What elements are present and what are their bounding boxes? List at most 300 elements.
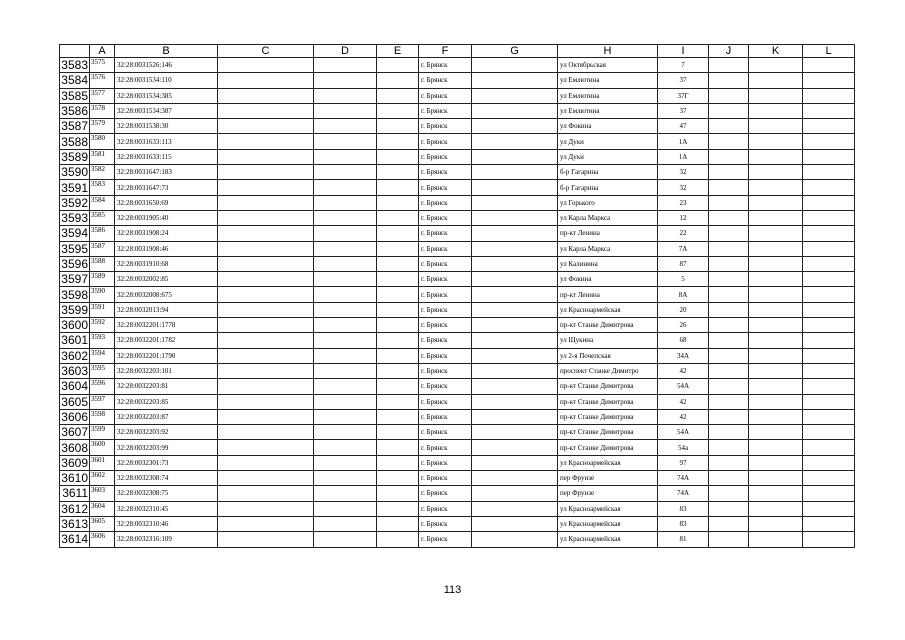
cell-c[interactable] (218, 532, 314, 547)
cell-k[interactable] (749, 532, 803, 547)
cell-j[interactable] (709, 165, 749, 180)
cell-k[interactable] (749, 256, 803, 271)
cell-b-cadastral-number[interactable]: 32:28:0031647:73 (115, 180, 218, 195)
cell-a[interactable]: 3603 (90, 486, 115, 501)
cell-j[interactable] (709, 363, 749, 378)
cell-a[interactable]: 3605 (90, 516, 115, 531)
cell-c[interactable] (218, 88, 314, 103)
cell-i-house-number[interactable]: 87 (658, 256, 709, 271)
cell-b-cadastral-number[interactable]: 32:28:0032316:109 (115, 532, 218, 547)
row-number[interactable]: 3585 (61, 88, 88, 103)
cell-k[interactable] (749, 363, 803, 378)
cell-l[interactable] (803, 210, 855, 225)
cell-g[interactable] (472, 318, 558, 333)
cell-h-street[interactable]: пр-кт Станке Димитрова (558, 425, 658, 440)
cell-j[interactable] (709, 58, 749, 73)
cell-g[interactable] (472, 425, 558, 440)
cell-i-house-number[interactable]: 68 (658, 333, 709, 348)
cell-b-cadastral-number[interactable]: 32:28:0032203:99 (115, 440, 218, 455)
column-header-f[interactable]: F (419, 45, 472, 58)
row-number[interactable]: 3606 (61, 409, 88, 424)
cell-b-cadastral-number[interactable]: 32:28:0032008:675 (115, 287, 218, 302)
cell-e[interactable] (377, 226, 419, 241)
cell-e[interactable] (377, 287, 419, 302)
cell-d[interactable] (314, 363, 377, 378)
cell-j[interactable] (709, 103, 749, 118)
cell-i-house-number[interactable]: 26 (658, 318, 709, 333)
cell-j[interactable] (709, 149, 749, 164)
column-header-c[interactable]: C (218, 45, 314, 58)
cell-k[interactable] (749, 302, 803, 317)
cell-f-city[interactable]: г. Брянск (419, 471, 472, 486)
cell-d[interactable] (314, 165, 377, 180)
cell-c[interactable] (218, 272, 314, 287)
cell-c[interactable] (218, 195, 314, 210)
cell-l[interactable] (803, 256, 855, 271)
cell-d[interactable] (314, 256, 377, 271)
cell-k[interactable] (749, 241, 803, 256)
cell-j[interactable] (709, 73, 749, 88)
cell-f-city[interactable]: г. Брянск (419, 226, 472, 241)
cell-c[interactable] (218, 165, 314, 180)
cell-a[interactable]: 3575 (90, 58, 115, 73)
cell-l[interactable] (803, 440, 855, 455)
cell-k[interactable] (749, 440, 803, 455)
cell-b-cadastral-number[interactable]: 32:28:0031650:69 (115, 195, 218, 210)
cell-i-house-number[interactable]: 81 (658, 532, 709, 547)
cell-h-street[interactable]: ул Красноармейская (558, 455, 658, 470)
cell-h-street[interactable]: пр-кт Ленина (558, 226, 658, 241)
cell-f-city[interactable]: г. Брянск (419, 210, 472, 225)
cell-l[interactable] (803, 501, 855, 516)
cell-f-city[interactable]: г. Брянск (419, 425, 472, 440)
cell-f-city[interactable]: г. Брянск (419, 272, 472, 287)
cell-h-street[interactable]: ул Красноармейская (558, 516, 658, 531)
cell-l[interactable] (803, 58, 855, 73)
cell-g[interactable] (472, 119, 558, 134)
cell-i-house-number[interactable]: 97 (658, 455, 709, 470)
cell-e[interactable] (377, 73, 419, 88)
cell-f-city[interactable]: г. Брянск (419, 440, 472, 455)
cell-g[interactable] (472, 195, 558, 210)
cell-i-house-number[interactable]: 12 (658, 210, 709, 225)
cell-b-cadastral-number[interactable]: 32:28:0031647:183 (115, 165, 218, 180)
row-number[interactable]: 3611 (60, 486, 90, 501)
cell-i-house-number[interactable]: 5 (658, 272, 709, 287)
cell-c[interactable] (218, 379, 314, 394)
row-number[interactable]: 3614 (61, 532, 88, 547)
column-header-g[interactable]: G (472, 45, 558, 58)
cell-k[interactable] (749, 425, 803, 440)
cell-a[interactable]: 3599 (90, 425, 115, 440)
cell-c[interactable] (218, 486, 314, 501)
cell-f-city[interactable]: г. Брянск (419, 302, 472, 317)
cell-g[interactable] (472, 516, 558, 531)
cell-h-street[interactable]: ул Дуки (558, 149, 658, 164)
cell-c[interactable] (218, 134, 314, 149)
cell-i-house-number[interactable]: 74А (658, 486, 709, 501)
cell-f-city[interactable]: г. Брянск (419, 516, 472, 531)
cell-b-cadastral-number[interactable]: 32:28:0031908:46 (115, 241, 218, 256)
cell-l[interactable] (803, 455, 855, 470)
cell-h-street[interactable]: ул Фокина (558, 272, 658, 287)
cell-c[interactable] (218, 226, 314, 241)
cell-h-street[interactable]: б-р Гагарина (558, 180, 658, 195)
cell-j[interactable] (709, 379, 749, 394)
cell-d[interactable] (314, 532, 377, 547)
row-number[interactable]: 3594 (61, 226, 88, 241)
cell-f-city[interactable]: г. Брянск (419, 409, 472, 424)
row-number[interactable]: 3604 (61, 379, 88, 394)
cell-k[interactable] (749, 149, 803, 164)
cell-a[interactable]: 3586 (90, 226, 115, 241)
cell-f-city[interactable]: г. Брянск (419, 165, 472, 180)
cell-b-cadastral-number[interactable]: 32:28:0032310:46 (115, 516, 218, 531)
cell-l[interactable] (803, 287, 855, 302)
cell-h-street[interactable]: ул Карла Маркса (558, 210, 658, 225)
cell-g[interactable] (472, 226, 558, 241)
cell-f-city[interactable]: г. Брянск (419, 486, 472, 501)
cell-b-cadastral-number[interactable]: 32:28:0032002:85 (115, 272, 218, 287)
cell-i-house-number[interactable]: 7 (658, 58, 709, 73)
cell-g[interactable] (472, 471, 558, 486)
row-number[interactable]: 3590 (61, 165, 88, 180)
cell-j[interactable] (709, 516, 749, 531)
cell-c[interactable] (218, 119, 314, 134)
cell-h-street[interactable]: ул Емлютина (558, 73, 658, 88)
cell-d[interactable] (314, 501, 377, 516)
cell-d[interactable] (314, 88, 377, 103)
cell-d[interactable] (314, 119, 377, 134)
column-header-l[interactable]: L (803, 45, 855, 58)
cell-e[interactable] (377, 103, 419, 118)
cell-h-street[interactable]: пр-кт Станке Димитрова (558, 409, 658, 424)
cell-a[interactable]: 3593 (90, 333, 115, 348)
row-number[interactable]: 3588 (61, 134, 88, 149)
cell-j[interactable] (709, 287, 749, 302)
cell-a[interactable]: 3587 (90, 241, 115, 256)
cell-l[interactable] (803, 195, 855, 210)
cell-g[interactable] (472, 409, 558, 424)
cell-f-city[interactable]: г. Брянск (419, 501, 472, 516)
cell-i-house-number[interactable]: 20 (658, 302, 709, 317)
cell-g[interactable] (472, 88, 558, 103)
cell-l[interactable] (803, 486, 855, 501)
cell-f-city[interactable]: г. Брянск (419, 134, 472, 149)
cell-d[interactable] (314, 302, 377, 317)
column-header-k[interactable]: K (749, 45, 803, 58)
cell-f-city[interactable]: г. Брянск (419, 379, 472, 394)
cell-h-street[interactable]: пр-кт Станке Димитрова (558, 318, 658, 333)
cell-e[interactable] (377, 58, 419, 73)
cell-j[interactable] (709, 318, 749, 333)
corner-header-cell[interactable] (60, 45, 90, 58)
cell-g[interactable] (472, 333, 558, 348)
cell-g[interactable] (472, 455, 558, 470)
row-number[interactable]: 3601 (61, 333, 88, 348)
cell-c[interactable] (218, 516, 314, 531)
cell-a[interactable]: 3606 (90, 532, 115, 547)
cell-a[interactable]: 3604 (90, 501, 115, 516)
cell-b-cadastral-number[interactable]: 32:28:0031633:115 (115, 149, 218, 164)
cell-k[interactable] (749, 180, 803, 195)
cell-g[interactable] (472, 532, 558, 547)
cell-c[interactable] (218, 501, 314, 516)
cell-i-house-number[interactable]: 83 (658, 516, 709, 531)
column-header-j[interactable]: J (709, 45, 749, 58)
row-number[interactable]: 3583 (61, 58, 88, 73)
row-number[interactable]: 3592 (61, 195, 88, 210)
cell-b-cadastral-number[interactable]: 32:28:0032203:87 (115, 409, 218, 424)
cell-b-cadastral-number[interactable]: 32:28:0032203:85 (115, 394, 218, 409)
cell-d[interactable] (314, 318, 377, 333)
cell-e[interactable] (377, 256, 419, 271)
cell-j[interactable] (709, 88, 749, 103)
cell-c[interactable] (218, 348, 314, 363)
cell-j[interactable] (709, 256, 749, 271)
cell-k[interactable] (749, 73, 803, 88)
row-number[interactable]: 3612 (61, 501, 88, 516)
cell-i-house-number[interactable]: 37 (658, 103, 709, 118)
cell-c[interactable] (218, 287, 314, 302)
cell-g[interactable] (472, 287, 558, 302)
cell-k[interactable] (749, 455, 803, 470)
cell-l[interactable] (803, 425, 855, 440)
cell-c[interactable] (218, 180, 314, 195)
row-number[interactable]: 3599 (61, 302, 88, 317)
cell-d[interactable] (314, 149, 377, 164)
cell-i-house-number[interactable]: 37 (658, 73, 709, 88)
cell-a[interactable]: 3581 (90, 149, 115, 164)
cell-a[interactable]: 3585 (90, 210, 115, 225)
cell-a[interactable]: 3598 (90, 409, 115, 424)
cell-k[interactable] (749, 379, 803, 394)
cell-c[interactable] (218, 333, 314, 348)
row-number[interactable]: 3613 (61, 517, 88, 532)
cell-i-house-number[interactable]: 8А (658, 287, 709, 302)
cell-b-cadastral-number[interactable]: 32:28:0031534:385 (115, 88, 218, 103)
cell-l[interactable] (803, 149, 855, 164)
cell-i-house-number[interactable]: 42 (658, 409, 709, 424)
row-number[interactable]: 3608 (61, 440, 88, 455)
cell-c[interactable] (218, 409, 314, 424)
cell-g[interactable] (472, 379, 558, 394)
cell-e[interactable] (377, 195, 419, 210)
row-number[interactable]: 3593 (61, 211, 88, 226)
cell-b-cadastral-number[interactable]: 32:28:0032203:81 (115, 379, 218, 394)
column-header-a[interactable]: A (90, 45, 115, 58)
cell-j[interactable] (709, 425, 749, 440)
cell-j[interactable] (709, 455, 749, 470)
cell-e[interactable] (377, 180, 419, 195)
cell-g[interactable] (472, 486, 558, 501)
cell-g[interactable] (472, 103, 558, 118)
cell-e[interactable] (377, 119, 419, 134)
cell-k[interactable] (749, 409, 803, 424)
cell-b-cadastral-number[interactable]: 32:28:0032203:101 (115, 363, 218, 378)
cell-i-house-number[interactable]: 7А (658, 241, 709, 256)
cell-c[interactable] (218, 455, 314, 470)
row-number[interactable]: 3600 (61, 318, 88, 333)
cell-i-house-number[interactable]: 42 (658, 363, 709, 378)
cell-e[interactable] (377, 440, 419, 455)
cell-d[interactable] (314, 287, 377, 302)
cell-f-city[interactable]: г. Брянск (419, 103, 472, 118)
cell-g[interactable] (472, 210, 558, 225)
cell-c[interactable] (218, 103, 314, 118)
column-header-b[interactable]: B (115, 45, 218, 58)
cell-i-house-number[interactable]: 34А (658, 348, 709, 363)
cell-b-cadastral-number[interactable]: 32:28:0032201:1790 (115, 348, 218, 363)
cell-a[interactable]: 3579 (90, 119, 115, 134)
cell-f-city[interactable]: г. Брянск (419, 58, 472, 73)
column-header-i[interactable]: I (658, 45, 709, 58)
cell-e[interactable] (377, 88, 419, 103)
cell-l[interactable] (803, 363, 855, 378)
row-number[interactable]: 3595 (61, 241, 88, 256)
cell-i-house-number[interactable]: 1А (658, 134, 709, 149)
cell-h-street[interactable]: ул Красноармейская (558, 302, 658, 317)
cell-a[interactable]: 3594 (90, 348, 115, 363)
cell-i-house-number[interactable]: 54А (658, 379, 709, 394)
cell-l[interactable] (803, 241, 855, 256)
cell-e[interactable] (377, 425, 419, 440)
cell-b-cadastral-number[interactable]: 32:28:0032013:94 (115, 302, 218, 317)
cell-h-street[interactable]: пр-кт Станке Димитрова (558, 394, 658, 409)
cell-a[interactable]: 3592 (90, 318, 115, 333)
cell-c[interactable] (218, 149, 314, 164)
cell-a[interactable]: 3582 (90, 165, 115, 180)
cell-e[interactable] (377, 241, 419, 256)
cell-h-street[interactable]: проспект Станке Димитро (558, 363, 658, 378)
cell-e[interactable] (377, 210, 419, 225)
cell-g[interactable] (472, 58, 558, 73)
cell-b-cadastral-number[interactable]: 32:28:0031908:24 (115, 226, 218, 241)
cell-b-cadastral-number[interactable]: 32:28:0032310:45 (115, 501, 218, 516)
cell-a[interactable]: 3584 (90, 195, 115, 210)
cell-b-cadastral-number[interactable]: 32:28:0031910:68 (115, 256, 218, 271)
cell-g[interactable] (472, 134, 558, 149)
cell-h-street[interactable]: пер Фрунзе (558, 471, 658, 486)
cell-b-cadastral-number[interactable]: 32:28:0032308:74 (115, 471, 218, 486)
cell-a[interactable]: 3576 (90, 73, 115, 88)
cell-f-city[interactable]: г. Брянск (419, 318, 472, 333)
cell-g[interactable] (472, 272, 558, 287)
cell-f-city[interactable]: г. Брянск (419, 333, 472, 348)
cell-e[interactable] (377, 318, 419, 333)
cell-f-city[interactable]: г. Брянск (419, 287, 472, 302)
cell-k[interactable] (749, 516, 803, 531)
cell-j[interactable] (709, 195, 749, 210)
cell-c[interactable] (218, 241, 314, 256)
cell-h-street[interactable]: ул Горького (558, 195, 658, 210)
cell-d[interactable] (314, 471, 377, 486)
cell-a[interactable]: 3590 (90, 287, 115, 302)
cell-j[interactable] (709, 226, 749, 241)
cell-h-street[interactable]: ул 2-я Почепская (558, 348, 658, 363)
cell-g[interactable] (472, 302, 558, 317)
cell-b-cadastral-number[interactable]: 32:28:0032201:1782 (115, 333, 218, 348)
cell-a[interactable]: 3591 (90, 302, 115, 317)
cell-a[interactable]: 3583 (90, 180, 115, 195)
row-number[interactable]: 3609 (61, 455, 88, 470)
cell-f-city[interactable]: г. Брянск (419, 119, 472, 134)
cell-j[interactable] (709, 471, 749, 486)
cell-b-cadastral-number[interactable]: 32:28:0031905:40 (115, 210, 218, 225)
cell-i-house-number[interactable]: 23 (658, 195, 709, 210)
cell-e[interactable] (377, 134, 419, 149)
cell-f-city[interactable]: г. Брянск (419, 363, 472, 378)
cell-c[interactable] (218, 58, 314, 73)
row-number[interactable]: 3587 (61, 119, 88, 134)
cell-d[interactable] (314, 195, 377, 210)
cell-h-street[interactable]: пер Фрунзе (558, 486, 658, 501)
cell-d[interactable] (314, 272, 377, 287)
cell-e[interactable] (377, 379, 419, 394)
cell-h-street[interactable]: ул Емлютина (558, 88, 658, 103)
cell-j[interactable] (709, 241, 749, 256)
cell-i-house-number[interactable]: 1А (658, 149, 709, 164)
cell-a[interactable]: 3597 (90, 394, 115, 409)
cell-h-street[interactable]: ул Емлютина (558, 103, 658, 118)
cell-d[interactable] (314, 333, 377, 348)
cell-d[interactable] (314, 394, 377, 409)
cell-e[interactable] (377, 333, 419, 348)
cell-a[interactable]: 3595 (90, 363, 115, 378)
cell-j[interactable] (709, 486, 749, 501)
cell-h-street[interactable]: ул Щукина (558, 333, 658, 348)
row-number[interactable]: 3598 (61, 287, 88, 302)
row-number[interactable]: 3607 (61, 425, 88, 440)
row-number[interactable]: 3584 (61, 73, 88, 88)
cell-k[interactable] (749, 165, 803, 180)
cell-a[interactable]: 3588 (90, 256, 115, 271)
cell-e[interactable] (377, 394, 419, 409)
cell-d[interactable] (314, 103, 377, 118)
cell-l[interactable] (803, 134, 855, 149)
cell-f-city[interactable]: г. Брянск (419, 149, 472, 164)
cell-k[interactable] (749, 287, 803, 302)
cell-l[interactable] (803, 532, 855, 547)
cell-d[interactable] (314, 210, 377, 225)
cell-f-city[interactable]: г. Брянск (419, 195, 472, 210)
cell-b-cadastral-number[interactable]: 32:28:0031534:110 (115, 73, 218, 88)
cell-j[interactable] (709, 119, 749, 134)
cell-j[interactable] (709, 409, 749, 424)
cell-h-street[interactable]: ул Калинина (558, 256, 658, 271)
cell-d[interactable] (314, 455, 377, 470)
cell-b-cadastral-number[interactable]: 32:28:0032301:73 (115, 455, 218, 470)
cell-l[interactable] (803, 379, 855, 394)
cell-f-city[interactable]: г. Брянск (419, 532, 472, 547)
cell-f-city[interactable]: г. Брянск (419, 88, 472, 103)
column-header-e[interactable]: E (377, 45, 419, 58)
cell-e[interactable] (377, 486, 419, 501)
cell-l[interactable] (803, 302, 855, 317)
cell-g[interactable] (472, 348, 558, 363)
cell-h-street[interactable]: б-р Гагарина (558, 165, 658, 180)
cell-d[interactable] (314, 348, 377, 363)
cell-a[interactable]: 3596 (90, 379, 115, 394)
cell-h-street[interactable]: пр-кт Ленина (558, 287, 658, 302)
cell-f-city[interactable]: г. Брянск (419, 180, 472, 195)
row-number[interactable]: 3605 (61, 394, 88, 409)
cell-h-street[interactable]: пр-кт Станке Димитрова (558, 440, 658, 455)
row-number[interactable]: 3597 (61, 272, 88, 287)
cell-g[interactable] (472, 241, 558, 256)
cell-j[interactable] (709, 272, 749, 287)
cell-c[interactable] (218, 425, 314, 440)
